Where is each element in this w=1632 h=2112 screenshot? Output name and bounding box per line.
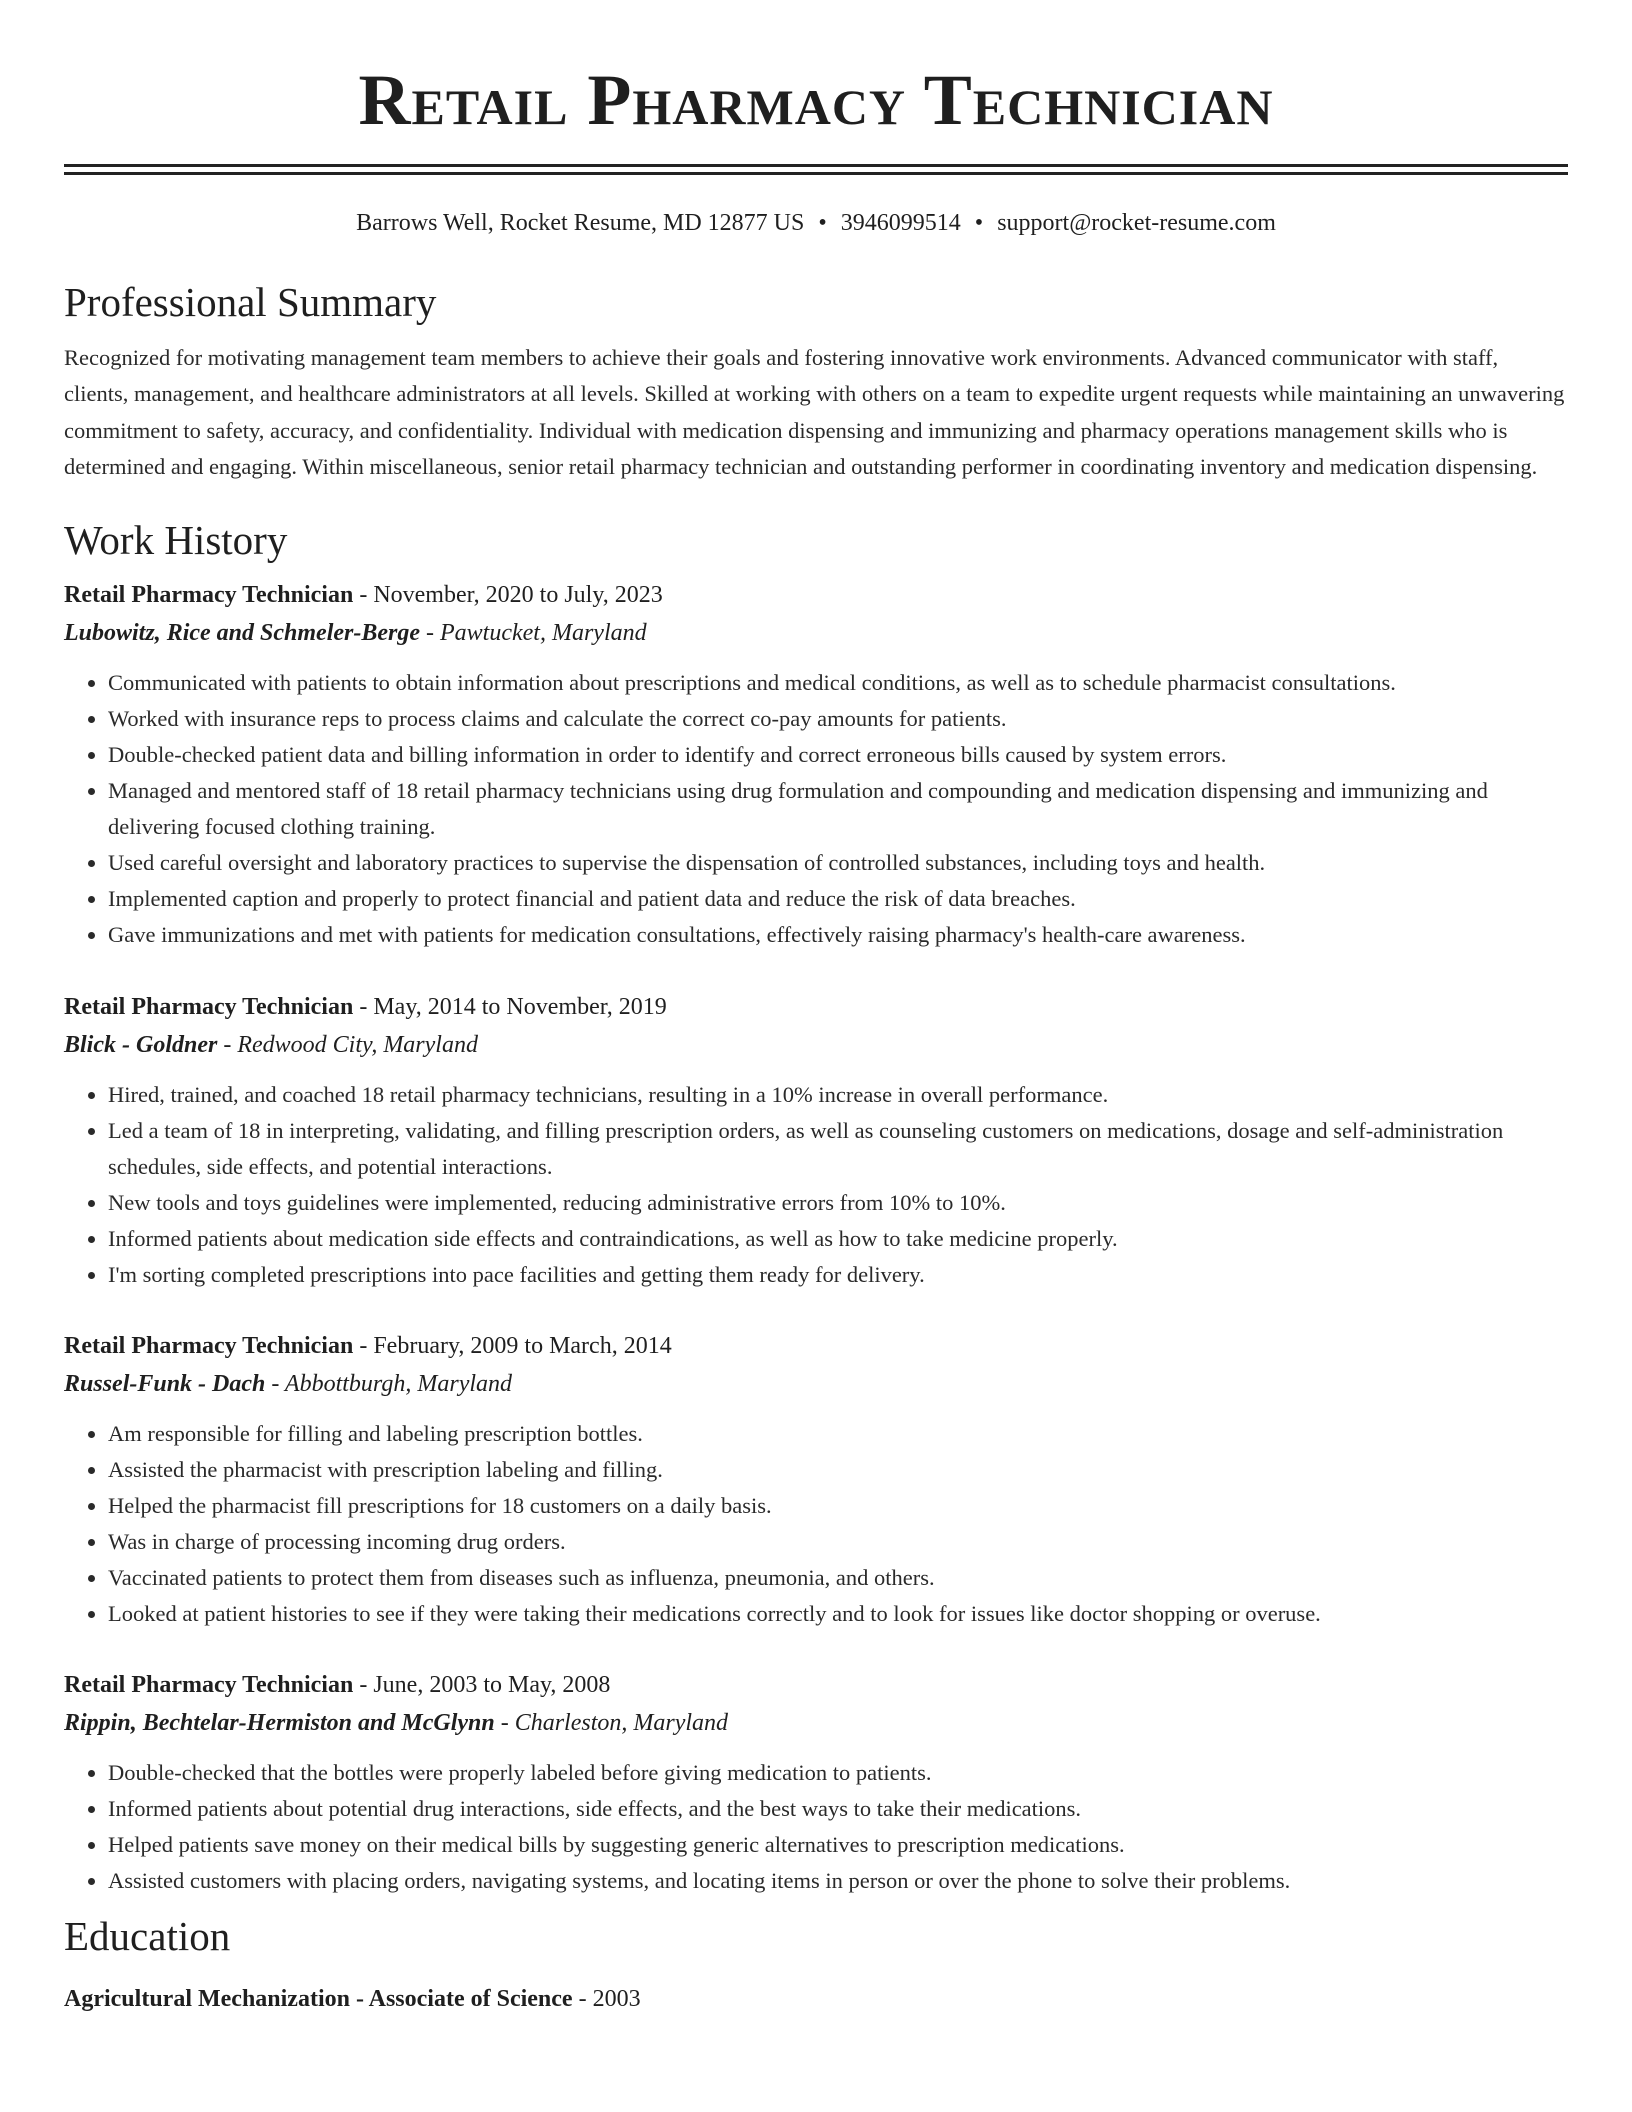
job-title: Retail Pharmacy Technician [64,581,354,608]
job-title: Retail Pharmacy Technician [64,993,354,1020]
job-bullet: • Helped the pharmacist fill prescriptions for 18 customers on a daily basis. [108,1488,1568,1524]
job-company: Rippin, Bechtelar-Hermiston and McGlynn [64,1709,495,1736]
job-bullet: • Worked with insurance reps to process claims and calculate the correct co-pay amounts for patients. [108,701,1568,737]
job-bullet: • Managed and mentored staff of 18 retail pharmacy technicians using drug formulation and compounding and medication dispensing and immunizing and delivering focused clothing training. [108,773,1568,845]
contact-separator: • [818,210,827,236]
job-bullet: • Hired, trained, and coached 18 retail pharmacy technicians, resulting in a 10% increase in overall performance. [108,1077,1568,1113]
job-dates: - November, 2020 to July, 2023 [353,581,663,608]
title-double-rule [64,164,1568,175]
job-bullet: • Led a team of 18 in interpreting, validating, and filling prescription orders, as well as counseling customers on medications, dosage and self-administration schedules, side effects, and potential interactions. [108,1113,1568,1185]
job-company-line [64,1368,1568,1400]
job-header [64,1330,1568,1362]
job-bullet: • Informed patients about potential drug interactions, side effects, and the best ways to take their medications. [108,1791,1568,1827]
education-year: - 2003 [572,1985,641,2012]
contact-address: Barrows Well, Rocket Resume, MD 12877 US [356,210,805,236]
job-entry [64,1330,1568,1632]
job-bullet: • Was in charge of processing incoming drug orders. [108,1524,1568,1560]
job-bullet: • Assisted the pharmacist with prescription labeling and filling. [108,1452,1568,1488]
job-bullet: • Communicated with patients to obtain information about prescriptions and medical conditions, as well as to schedule pharmacist consultations. [108,665,1568,701]
job-header [64,991,1568,1023]
job-bullet: • New tools and toys guidelines were implemented, reducing administrative errors from 10% to 10%. [108,1185,1568,1221]
job-bullets [64,1077,1568,1293]
job-bullet: • Double-checked patient data and billing information in order to identify and correct erroneous bills caused by system errors. [108,737,1568,773]
job-title: Retail Pharmacy Technician [64,1671,354,1698]
section-title-work-history: Work History [64,516,288,563]
contact-phone: 3946099514 [840,210,961,236]
job-bullet: • Implemented caption and properly to protect financial and patient data and reduce the risk of data breaches. [108,881,1568,917]
contact-separator: • [974,210,984,236]
job-bullet: • Used careful oversight and laboratory practices to supervise the dispensation of controlled substances, including toys and health. [108,845,1568,881]
job-location: - Abbottburgh, Maryland [265,1370,513,1397]
job-bullets [64,1416,1568,1632]
job-bullet: • Looked at patient histories to see if they were taking their medications correctly and to look for issues like doctor shopping or overuse. [108,1596,1568,1632]
job-dates: - June, 2003 to May, 2008 [353,1671,611,1698]
job-entry [64,991,1568,1293]
job-bullet: • Vaccinated patients to protect them from diseases such as influenza, pneumonia, and others. [108,1560,1568,1596]
resume-title: Retail Pharmacy Technician [358,60,1274,140]
resume-page [64,0,1568,2015]
summary-text: Recognized for motivating management team members to achieve their goals and fostering innovative work environments. Advanced communicator with staff, clients, management, and healthcare administrators at all levels. Skilled at working with others on a team to expedite urgent requests while maintaining an unwavering commitment to safety, accuracy, and confidentiality. Individual with medication dispensing and immunizing and pharmacy operations management skills who is determined and engaging. Within miscellaneous, senior retail pharmacy technician and outstanding performer in coordinating inventory and medication dispensing. [64,345,1565,480]
job-bullet: • I'm sorting completed prescriptions into pace facilities and getting them ready for delivery. [108,1257,1568,1293]
job-location: - Redwood City, Maryland [217,1031,478,1058]
section-title-summary: Professional Summary [64,279,437,325]
job-entry [64,579,1568,953]
job-entry [64,1669,1568,1899]
education-degree: Agricultural Mechanization - Associate of Science [64,1985,573,2012]
job-dates: - May, 2014 to November, 2019 [353,993,667,1020]
job-bullet: • Assisted customers with placing orders, navigating systems, and locating items in person or over the phone to solve their problems. [108,1863,1568,1899]
job-company: Blick - Goldner [64,1031,218,1058]
job-bullet: • Informed patients about medication side effects and contraindications, as well as how to take medicine properly. [108,1221,1568,1257]
job-bullets [64,1755,1568,1899]
job-company-line [64,617,1568,649]
job-header [64,1669,1568,1701]
contact-email: support@rocket-resume.com [997,210,1276,236]
job-bullets [64,665,1568,953]
job-company: Lubowitz, Rice and Schmeler-Berge [64,619,420,646]
education-entry [64,1983,1568,2015]
section-title-education: Education [64,1912,231,1959]
job-bullet: • Double-checked that the bottles were properly labeled before giving medication to patients. [108,1755,1568,1791]
job-bullet: • Am responsible for filling and labeling prescription bottles. [108,1416,1568,1452]
contact-line [64,208,1568,238]
job-location: - Charleston, Maryland [494,1709,729,1736]
job-company: Russel-Funk - Dach [64,1370,266,1397]
job-title: Retail Pharmacy Technician [64,1332,354,1359]
job-location: - Pawtucket, Maryland [420,619,647,646]
job-company-line [64,1029,1568,1061]
job-header [64,579,1568,611]
job-company-line [64,1707,1568,1739]
job-bullet: • Helped patients save money on their medical bills by suggesting generic alternatives to prescription medications. [108,1827,1568,1863]
job-dates: - February, 2009 to March, 2014 [353,1332,672,1359]
job-bullet: • Gave immunizations and met with patients for medication consultations, effectively raising pharmacy's health-care awareness. [108,917,1568,953]
